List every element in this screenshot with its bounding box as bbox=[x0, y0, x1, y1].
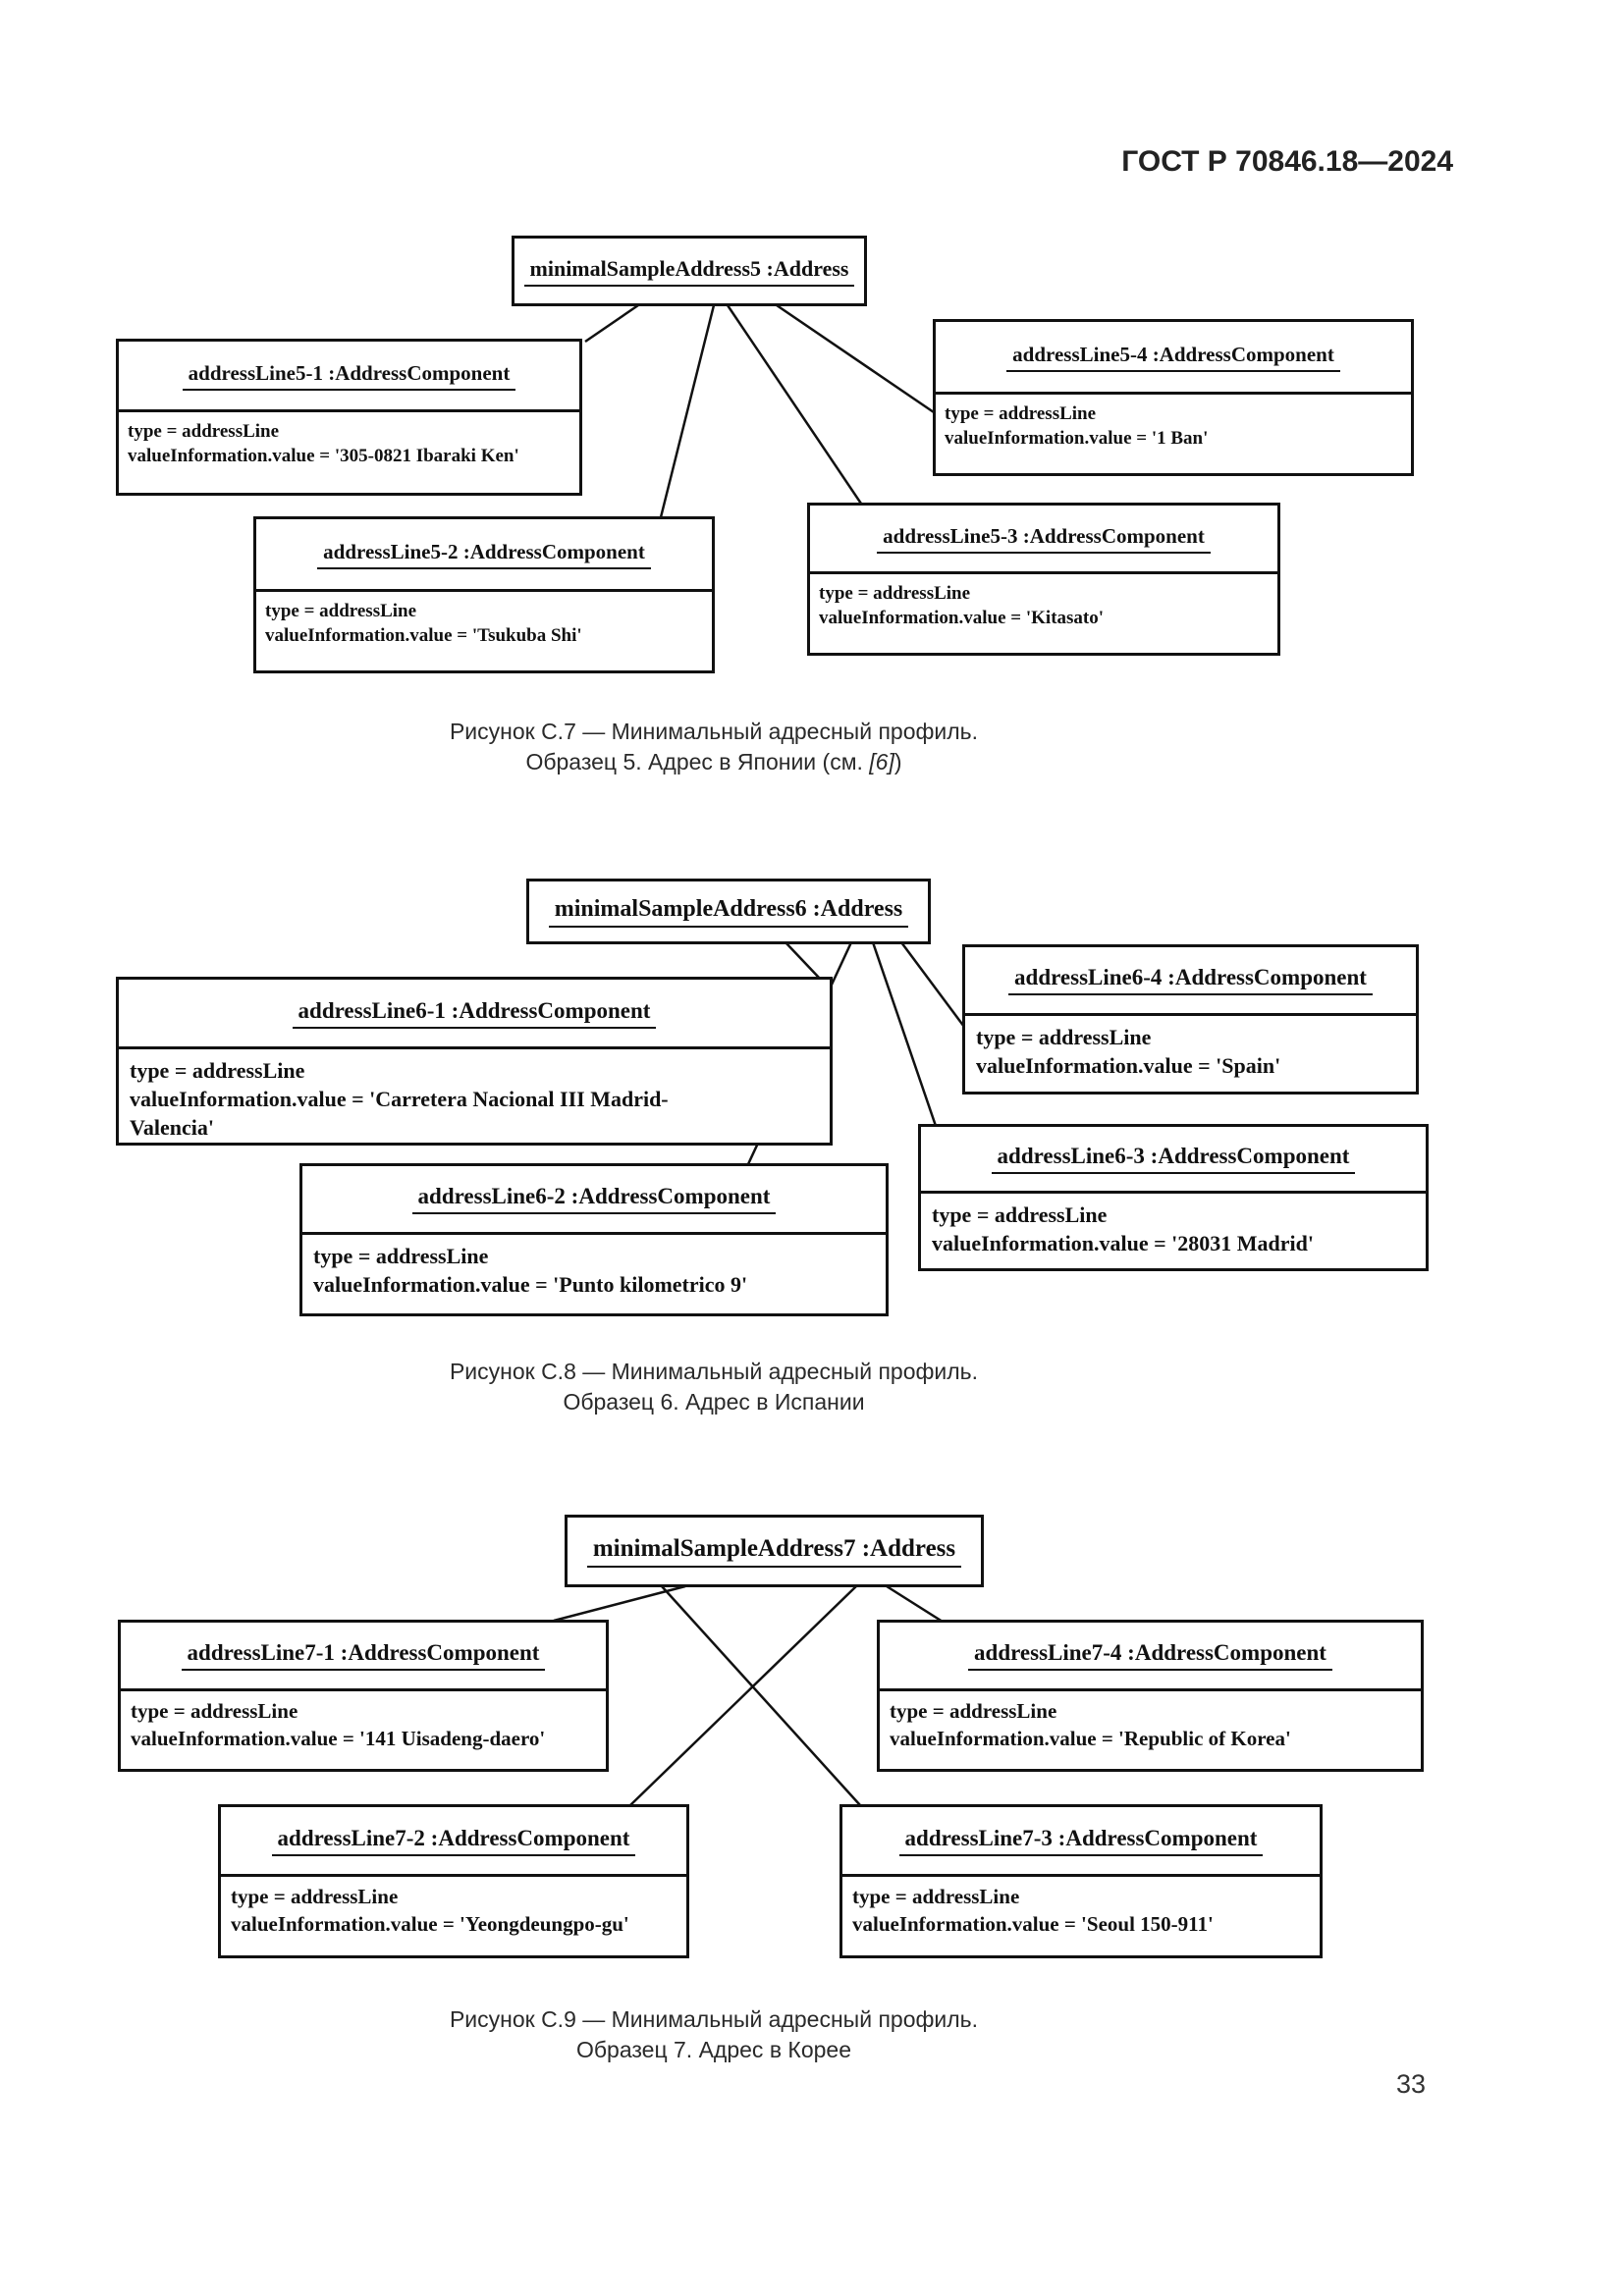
uml-object-minimalSampleAddress7 bbox=[565, 1515, 984, 1587]
page-number: 33 bbox=[1396, 2069, 1427, 2099]
attribute-line: valueInformation.value = 'Republic of Korea' bbox=[890, 1726, 1291, 1750]
figure-caption-c7 bbox=[0, 717, 1428, 777]
object-title: addressLine7-2 :AddressComponent bbox=[221, 1807, 686, 1874]
connector-address7-2 bbox=[630, 1586, 856, 1805]
uml-object-addressLine6-1 bbox=[116, 977, 833, 1146]
object-title: addressLine6-3 :AddressComponent bbox=[921, 1127, 1426, 1191]
uml-object-addressLine6-4 bbox=[962, 944, 1419, 1095]
object-title: addressLine5-3 :AddressComponent bbox=[810, 506, 1277, 571]
object-attributes bbox=[256, 589, 712, 670]
object-attributes bbox=[965, 1013, 1416, 1092]
attribute-line: valueInformation.value = '305-0821 Ibaraki Ken' bbox=[128, 446, 519, 467]
attribute-line: type = addressLine bbox=[819, 583, 971, 604]
object-title: addressLine6-1 :AddressComponent bbox=[119, 980, 830, 1046]
attribute-line: valueInformation.value = 'Spain' bbox=[976, 1053, 1281, 1079]
uml-object-addressLine7-3 bbox=[839, 1804, 1323, 1958]
caption-line-1: Рисунок С.9 — Минимальный адресный профиль. bbox=[449, 2006, 979, 2032]
caption-line-1: Рисунок С.7 — Минимальный адресный профиль. bbox=[449, 719, 979, 744]
attribute-line: valueInformation.value = '28031 Madrid' bbox=[932, 1231, 1314, 1256]
caption-line-2: Образец 5. Адрес в Японии (см. [6]) bbox=[525, 749, 902, 774]
uml-object-addressLine5-1 bbox=[116, 339, 582, 496]
object-attributes bbox=[221, 1874, 686, 1955]
attribute-line: type = addressLine bbox=[231, 1885, 399, 1908]
object-attributes bbox=[119, 409, 579, 493]
object-attributes bbox=[936, 392, 1411, 473]
attribute-line: valueInformation.value = 'Yeongdeungpo-gu' bbox=[231, 1911, 629, 1936]
attribute-line: valueInformation.value = 'Punto kilometrico 9' bbox=[313, 1272, 748, 1298]
attribute-line: type = addressLine bbox=[932, 1202, 1108, 1227]
uml-object-addressLine7-1 bbox=[118, 1620, 609, 1772]
uml-object-addressLine5-4 bbox=[933, 319, 1414, 476]
object-title: minimalSampleAddress5 :Address bbox=[514, 239, 864, 303]
object-attributes bbox=[119, 1046, 830, 1143]
uml-object-addressLine6-2 bbox=[299, 1163, 889, 1316]
attribute-line: type = addressLine bbox=[265, 601, 417, 621]
connector-address5-1 bbox=[585, 305, 638, 342]
object-attributes bbox=[810, 571, 1277, 653]
object-attributes bbox=[921, 1191, 1426, 1268]
attribute-line: type = addressLine bbox=[131, 1699, 298, 1723]
object-title: addressLine5-1 :AddressComponent bbox=[119, 342, 579, 409]
attribute-line: type = addressLine bbox=[852, 1885, 1020, 1908]
attribute-line: valueInformation.value = 'Tsukuba Shi' bbox=[265, 625, 582, 647]
connector-address5-3 bbox=[728, 305, 861, 504]
uml-object-minimalSampleAddress6 bbox=[526, 879, 931, 944]
object-title: addressLine6-2 :AddressComponent bbox=[302, 1166, 886, 1232]
attribute-line: valueInformation.value = '141 Uisadeng-daero' bbox=[131, 1726, 546, 1750]
object-attributes bbox=[302, 1232, 886, 1313]
object-title: minimalSampleAddress7 :Address bbox=[568, 1518, 981, 1584]
attribute-line: type = addressLine bbox=[945, 403, 1097, 424]
object-title: addressLine5-2 :AddressComponent bbox=[256, 519, 712, 589]
attribute-line: type = addressLine bbox=[130, 1058, 305, 1083]
uml-object-addressLine7-2 bbox=[218, 1804, 689, 1958]
object-title: addressLine6-4 :AddressComponent bbox=[965, 947, 1416, 1013]
figure-caption-c8 bbox=[0, 1357, 1428, 1417]
object-attributes bbox=[842, 1874, 1320, 1955]
object-attributes bbox=[121, 1688, 606, 1769]
uml-object-minimalSampleAddress5 bbox=[512, 236, 867, 306]
connector-address7-3 bbox=[662, 1586, 860, 1805]
caption-line-1: Рисунок С.8 — Минимальный адресный профиль. bbox=[449, 1359, 979, 1384]
object-attributes bbox=[880, 1688, 1421, 1769]
caption-line-2: Образец 7. Адрес в Корее bbox=[575, 2037, 851, 2062]
connector-address7-4 bbox=[887, 1586, 943, 1622]
uml-object-addressLine6-3 bbox=[918, 1124, 1429, 1271]
figure-caption-c9 bbox=[0, 2004, 1428, 2065]
attribute-line: type = addressLine bbox=[890, 1699, 1057, 1723]
attribute-line: valueInformation.value = '1 Ban' bbox=[945, 428, 1209, 450]
attribute-line: valueInformation.value = 'Kitasato' bbox=[819, 608, 1105, 629]
connector-address5-2 bbox=[661, 305, 714, 517]
connector-address6-1 bbox=[785, 942, 821, 980]
uml-object-addressLine5-2 bbox=[253, 516, 715, 673]
connector-address6-4 bbox=[901, 942, 964, 1027]
object-title: addressLine7-1 :AddressComponent bbox=[121, 1623, 606, 1688]
object-title: addressLine7-3 :AddressComponent bbox=[842, 1807, 1320, 1874]
uml-object-addressLine5-3 bbox=[807, 503, 1280, 656]
attribute-line: valueInformation.value = 'Carretera Nacional III Madrid- bbox=[130, 1087, 669, 1112]
connector-address6-3 bbox=[873, 942, 936, 1126]
attribute-line: Valencia' bbox=[130, 1115, 214, 1141]
attribute-line: type = addressLine bbox=[128, 421, 280, 442]
caption-line-2: Образец 6. Адрес в Испании bbox=[563, 1389, 865, 1415]
page-header: ГОСТ Р 70846.18—2024 bbox=[1121, 145, 1453, 178]
attribute-line: valueInformation.value = 'Seoul 150-911' bbox=[852, 1911, 1214, 1936]
attribute-line: type = addressLine bbox=[313, 1244, 489, 1268]
object-title: minimalSampleAddress6 :Address bbox=[529, 881, 928, 941]
uml-object-addressLine7-4 bbox=[877, 1620, 1424, 1772]
object-title: addressLine7-4 :AddressComponent bbox=[880, 1623, 1421, 1688]
attribute-line: type = addressLine bbox=[976, 1025, 1152, 1049]
object-title: addressLine5-4 :AddressComponent bbox=[936, 322, 1411, 392]
connector-address5-4 bbox=[777, 305, 934, 412]
